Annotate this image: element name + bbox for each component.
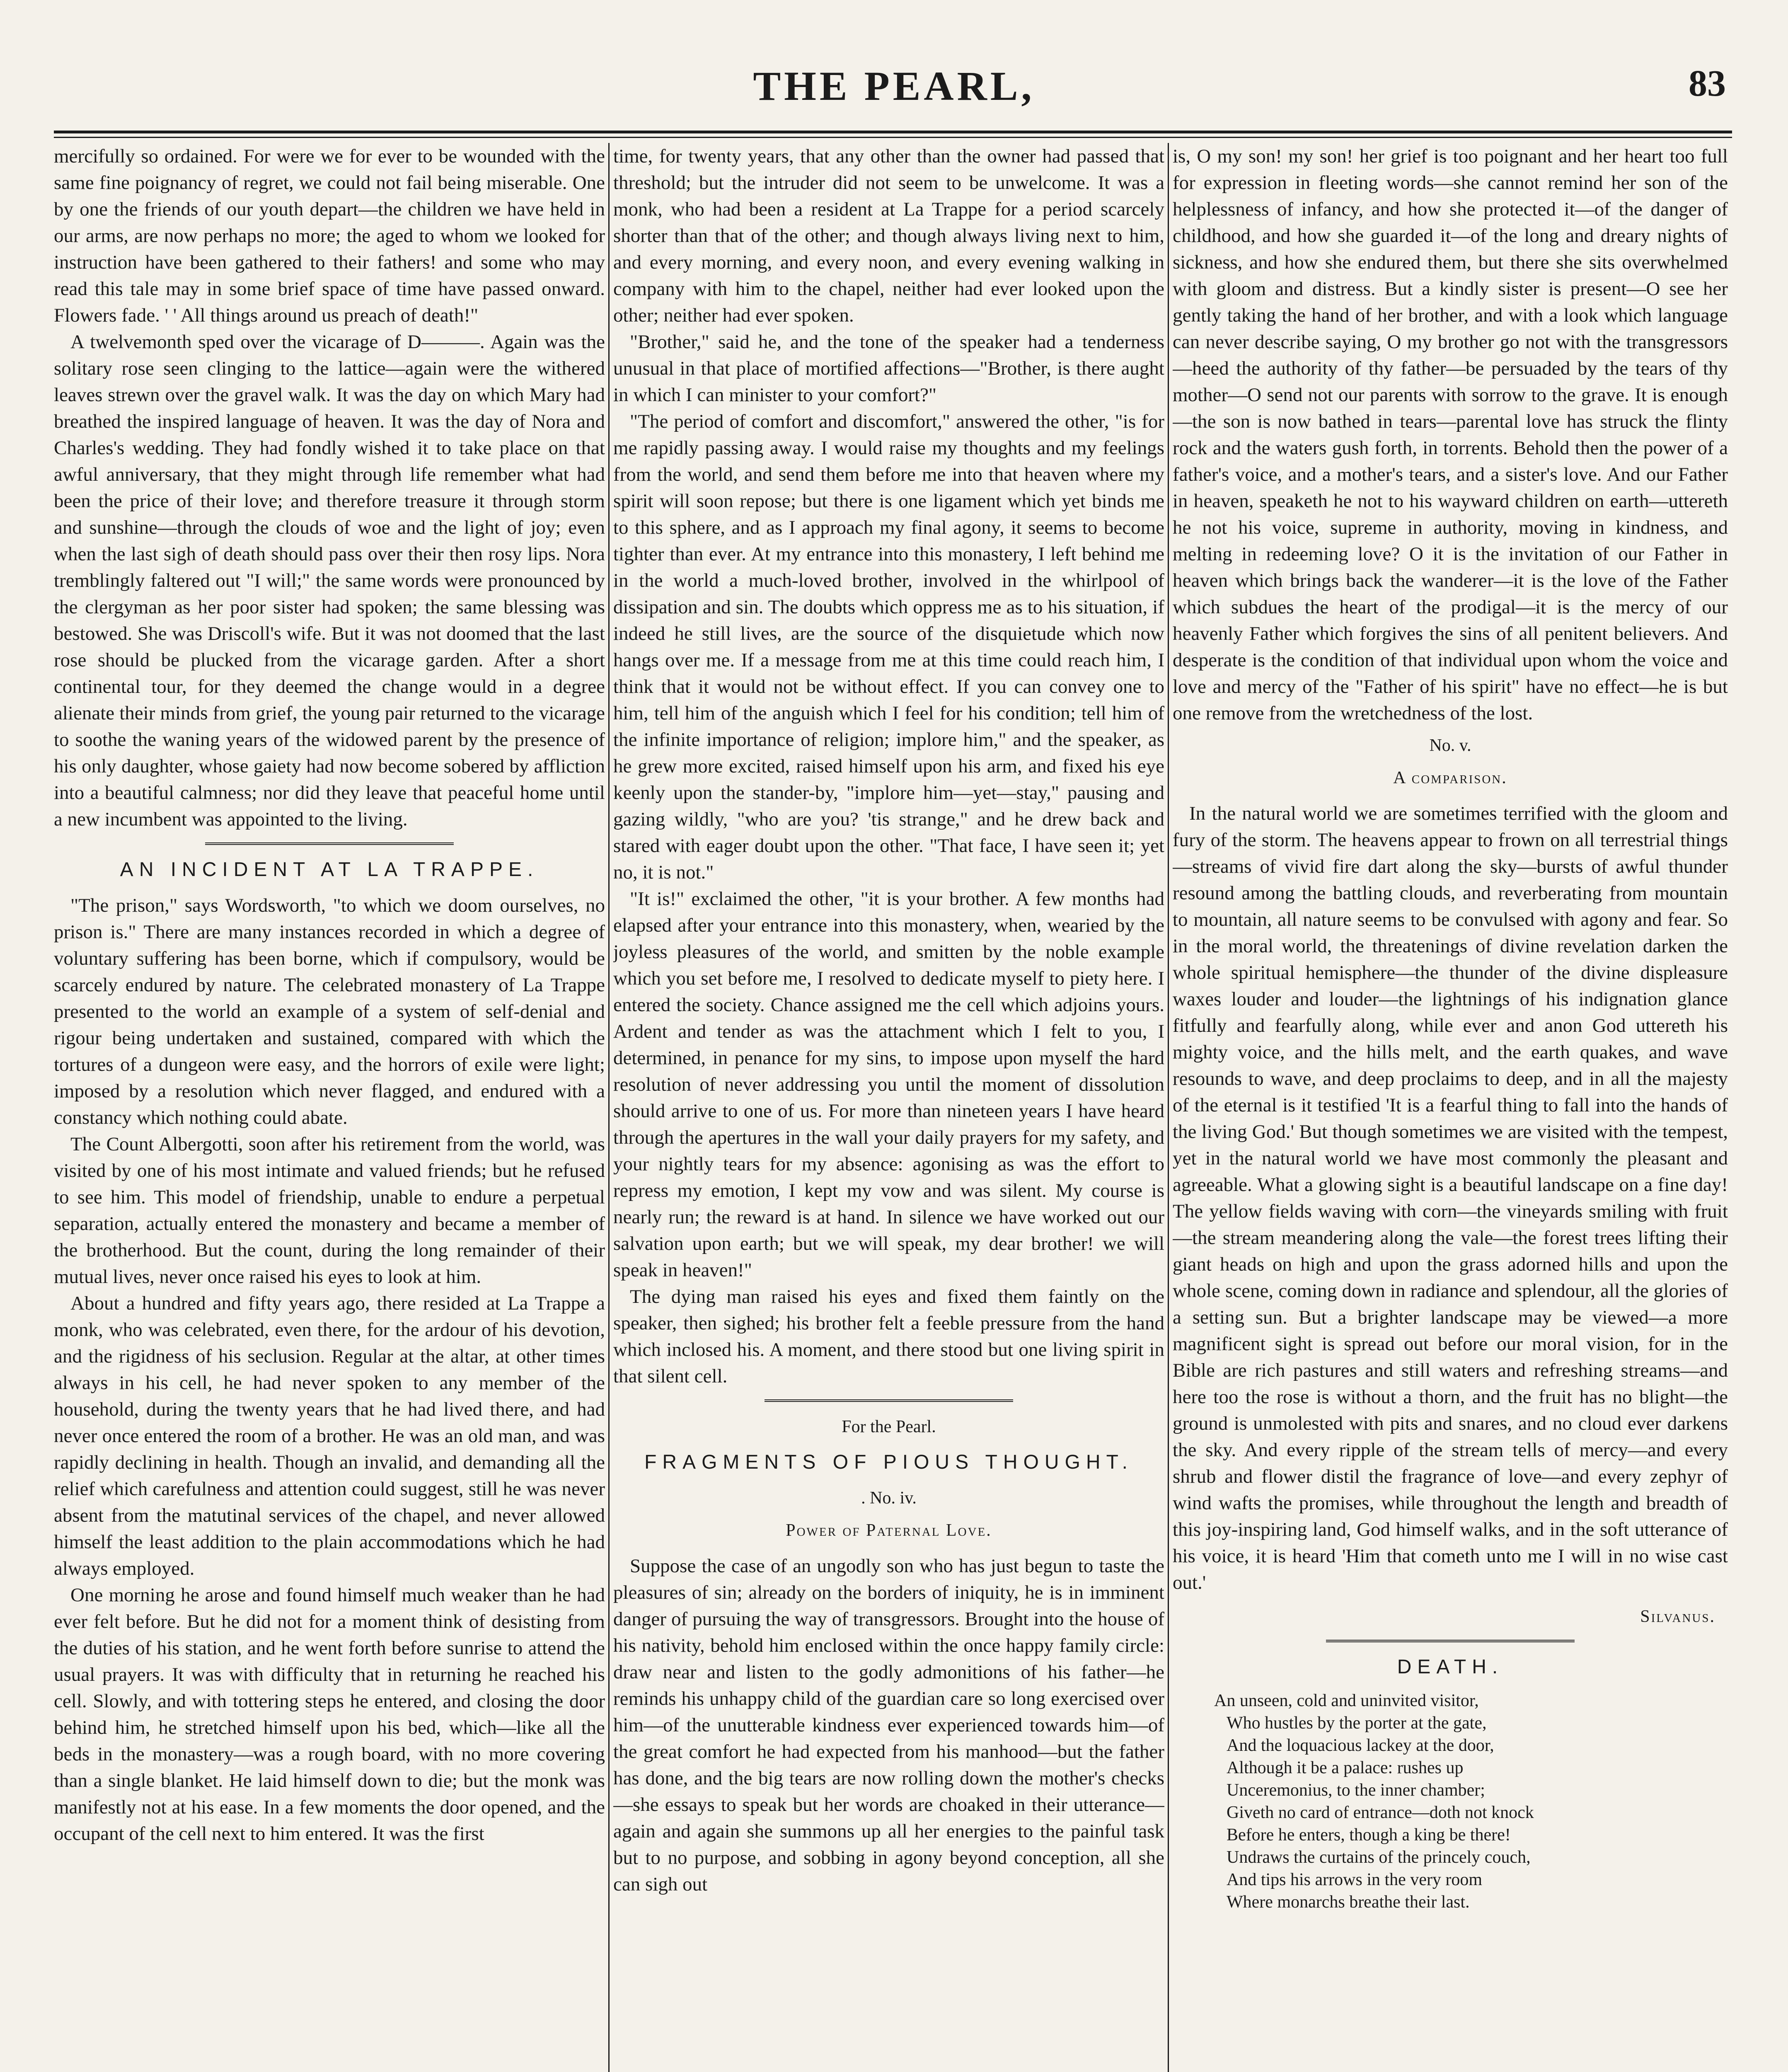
author-signature: Silvanus.: [1640, 1607, 1715, 1626]
fragment-subheading: Power of Paternal Love.: [786, 1521, 992, 1540]
poem-line: Undraws the curtains of the princely couch,: [1227, 1848, 1531, 1867]
paragraph: The dying man raised his eyes and fixed them faintly on the speaker, then sighed; his brother felt a feeble pressure from the hand which inclosed his. A moment, and there stood but one living spirit in that silent cell.: [613, 1286, 1164, 1387]
paragraph: time, for twenty years, that any other than the owner had passed that threshold; but the intruder did not seem to be unwelcome. It was a monk, who had been a resident at La Trappe for a period scarcely shorter than that of the other; and though always living next to him, and every morning, and every noon, and every evening walking in company with him to the chapel, neither had ever looked upon the other; neither had ever spoken.: [613, 145, 1164, 326]
paragraph: In the natural world we are sometimes terrified with the gloom and fury of the storm. The heavens appear to frown on all terrestrial things—streams of vivid fire dart along the sky—bursts of awful thunder resound among the battling clouds, and reverberating from mountain to mountain, all nature seems to be convulsed with agony and fear. So in the moral world, the threatenings of divine revelation darken the whole spiritual hemisphere—the thunder of the divine displeasure waxes louder and louder—the lightnings of his indignation glance fitfully and fearfully along, while ever and anon God uttereth his mighty voice, and the hills melt, and the earth quakes, and wave resounds to wave, and deep proclaims to deep, and in all the majesty of the eternal is it testified 'It is a fearful thing to fall into the hands of the living God.' But though sometimes we are visited with the tempest, yet in the natural world we have most commonly the pleasant and agreeable. What a glowing sight is a beautiful landscape on a fine day! The yellow fields waving with corn—the vineyards smiling with fruit—the stream meandering along the vale—the forest trees lifting their giant heads on high and upon the grass adorned hills and upon the whole scene, coming down in radiance and splendour, all the glories of a setting sun. But a brighter landscape may be viewed—a more magnificent sight is spread out before our moral vision, for in the Bible are rich pastures and still waters and refreshing streams—and here too the rose is without a thorn, and the fruit has no blight—the ground is unmolested with pits and snares, and no cloud ever darkens the sky. And every ripple of the stream tells of mercy—and every shrub and flower distil the fragrance of love—and every zephyr of wind wafts the promises, while throughout the length and breadth of this joy-inspiring land, God himself walks, and in the soft utterance of his voice, it is heard 'Him that cometh unto me I will in no wise cast out.': [1173, 803, 1728, 1593]
fragment-subheading: A comparison.: [1393, 768, 1507, 787]
masthead-rule-thin: [54, 137, 1732, 138]
column-divider: [608, 143, 610, 2072]
section-divider: [765, 1399, 1013, 1404]
column-divider: [1168, 143, 1169, 2072]
column-1: [54, 143, 605, 2072]
paragraph: "It is!" exclaimed the other, "it is your brother. A few months had elapsed after your entrance into this monastery, when, wearied by the joyless pleasures of the world, and smitten by the noble example which you set before me, I resolved to dedicate myself to piety here. I entered the society. Chance assigned me the cell which adjoins yours. Ardent and tender as was the attachment which I felt to you, I determined, in penance for my sins, to impose upon myself the hard resolution of never addressing you until the moment of dissolution should arrive to one of us. For more than nineteen years I have heard through the apertures in the wall your daily prayers for my safety, and your nightly tears for my absence: agonising as was the effort to repress my emotion, I kept my vow and was silent. My course is nearly run; the reward is at hand. In silence we have worked out our salvation upon earth; but we will speak, my dear brother! we will speak in heaven!": [613, 888, 1164, 1281]
section-divider: [1326, 1640, 1575, 1644]
fragment-number: . No. iv.: [861, 1489, 917, 1508]
masthead-rule: [54, 131, 1732, 133]
paragraph: About a hundred and fifty years ago, there resided at La Trappe a monk, who was celebrated, even there, for the ardour of his devotion, and the rigidness of his seclusion. Regular at the altar, at other times always in his cell, he had never spoken to any member of the household, during the twenty years that he had lived there, and had never once entered the room of a brother. He was an old man, and was rapidly declining in health. Though an invalid, and demanding all the relief which carefulness and attention could suggest, still he was never absent from the matutinal services of the chapel, and never allowed himself the least addition to the plain accommodations which he had always employed.: [54, 1293, 605, 1579]
poem-title: DEATH.: [1397, 1656, 1504, 1678]
poem-line: And the loquacious lackey at the door,: [1227, 1736, 1494, 1755]
paragraph: "The prison," says Wordsworth, "to which we doom ourselves, no prison is." There are many instances recorded in which a degree of voluntary suffering has been borne, which if compulsory, would be scarcely endured by nature. The celebrated monastery of La Trappe presented to the world an example of a system of self-denial and rigour being undertaken and sustained, compared with which the tortures of a dungeon were easy, and the horrors of exile were light; imposed by a resolution which never flagged, and endured with a constancy which nothing could abate.: [54, 895, 605, 1128]
paragraph: is, O my son! my son! her grief is too poignant and her heart too full for expression in fleeting words—she cannot remind her son of the helplessness of infancy, and how she protected it—of the danger of childhood, and how she guarded it—of the long and dreary nights of sickness, and how she endured them, but there she sits overwhelmed with gloom and distress. But a kindly sister is present—O see her gently taking the hand of her brother, and with a look which language can never describe saying, O my brother go not with the transgressors—heed the authority of thy father—be persuaded by the tears of thy mother—O send not our parents with sorrow to the grave. It is enough—the son is now bathed in tears—parental love has struck the flinty rock and the waters gush forth, in torrents. Behold then the power of a father's voice, and a mother's tears, and a sister's love. And our Father in heaven, speaketh he not to his wayward children on earth—uttereth he not his voice, supreme in authority, moving in kindness, and melting in redeeming love? O it is the invitation of our Father in heaven which brings back the wanderer—it is the love of the Father which subdues the heart of the prodigal—it is the mercy of our heavenly Father which forgives the sins of all penitent believers. And desperate is the condition of that individual upon whom the voice and love and mercy of the "Father of his spirit" have no effect—he is but one remove from the wretchedness of the lost.: [1173, 145, 1728, 724]
paragraph: "The period of comfort and discomfort," answered the other, "is for me rapidly passing away. I would raise my thoughts and my feelings from the world, and send them before me into that heaven where my spirit will soon repose; but there is one ligament which yet binds me to this sphere, and as I approach my final agony, it seems to become tighter than ever. At my entrance into this monastery, I left behind me in the world a much-loved brother, involved in the whirlpool of dissipation and sin. The doubts which oppress me as to his situation, if indeed he still lives, are the source of the disquietude which now hangs over me. If a message from me at this time could reach him, I think that it would not be without effect. If you can convey one to him, tell him of the anguish which I feel for his condition; tell him of the infinite importance of religion; implore him," and the speaker, as he grew more excited, raised himself upon his arm, and fixed his eye keenly upon the stander-by, "implore him—yet—stay," pausing and gazing wildly, "who are you? 'tis strange," and he drew back and stared with eager doubt upon the other. "That face, I have seen it; yet no, it is not.": [613, 411, 1164, 883]
poem-line: Unceremonius, to the inner chamber;: [1227, 1781, 1485, 1800]
byline: For the Pearl.: [842, 1417, 936, 1436]
column-3: [1173, 143, 1728, 2072]
article-heading: FRAGMENTS OF PIOUS THOUGHT.: [644, 1451, 1133, 1473]
paragraph: The Count Albergotti, soon after his retirement from the world, was visited by one of his most intimate and valued friends; but he refused to see him. This model of friendship, unable to endure a perpetual separation, actually entered the monastery and became a member of the brotherhood. But the count, during the long remainder of their mutual lives, never once raised his eyes to look at him.: [54, 1133, 605, 1288]
section-divider: [205, 842, 454, 847]
fragment-number: No. v.: [1429, 736, 1471, 755]
poem-line: Giveth no card of entrance—doth not knock: [1227, 1803, 1534, 1822]
poem-line: Where monarchs breathe their last.: [1227, 1893, 1470, 1912]
poem: [1214, 1690, 1728, 1913]
paragraph: A twelvemonth sped over the vicarage of D———. Again was the solitary rose seen clinging to the lattice—again were the withered leaves strewn over the gravel walk. It was the day on which Mary had breathed the inspired language of heaven. It was the day of Nora and Charles's wedding. They had fondly wished it to take place on that awful anniversary, that they might through life remember what had been the price of their love; and therefore treasure it through storm and sunshine—through the clouds of woe and the light of joy; even when the last sigh of death should pass over their then rosy lips. Nora tremblingly faltered out "I will;" the same words were pronounced by the clergyman as her poor sister had spoken; the same blessing was bestowed. She was Driscoll's wife. But it was not doomed that the last rose should be plucked from the vicarage garden. After a short continental tour, for they deemed the change would in a degree alienate their minds from grief, the young pair returned to the vicarage to soothe the waning years of the widowed parent by the presence of his only daughter, whose gaiety had now become sobered by affliction into a beautiful calmness; nor did they leave that peaceful home until a new incumbent was appointed to the living.: [54, 331, 605, 830]
masthead: [0, 62, 1788, 128]
paragraph: One morning he arose and found himself much weaker than he had ever felt before. But he did not for a moment think of desisting from the duties of his station, and he went forth before sunrise to attend the usual prayers. It was with difficulty that in returning he reached his cell. Slowly, and with tottering steps he entered, and closing the door behind him, he stretched himself upon his bed, which—like all the beds in the monastery—was a rough board, with no more covering than a single blanket. He laid himself down to die; but the monk was manifestly not at his ease. In a few moments the door opened, and the occupant of the cell next to him entered. It was the first: [54, 1584, 605, 1844]
poem-line: Although it be a palace: rushes up: [1227, 1758, 1464, 1777]
poem-line: Who hustles by the porter at the gate,: [1227, 1714, 1487, 1733]
poem-line: Before he enters, though a king be there!: [1227, 1825, 1511, 1844]
masthead-title: THE PEARL,: [753, 63, 1035, 109]
paragraph: mercifully so ordained. For were we for ever to be wounded with the same fine poignancy of regret, we could not fail being miserable. One by one the friends of our youth depart—the children we have held in our arms, are now perhaps no more; the aged to whom we looked for instruction have been gathered to their fathers! and some who may read this tale may in some brief space of time have passed onward. Flowers fade. ' ' All things around us preach of death!": [54, 145, 605, 326]
paragraph: Suppose the case of an ungodly son who has just begun to taste the pleasures of sin; already on the borders of iniquity, he is in imminent danger of pursuing the way of transgressors. Brought into the house of his nativity, behold him enclosed within the once happy family circle: draw near and listen to the godly admonitions of his father—he reminds his unhappy child of the guardian care so long exercised over him—of the unutterable kindness ever experienced towards him—of the great comfort he had expected from his manhood—but the father has done, and the big tears are now rolling down the mother's checks—she essays to speak but her words are choaked in their utterance—again and again she summons up all her energies to the painful task but to no purpose, and sobbing in agony beyond conception, all she can sigh out: [613, 1555, 1164, 1895]
poem-line: And tips his arrows in the very room: [1227, 1870, 1483, 1889]
poem-line: An unseen, cold and uninvited visitor,: [1214, 1691, 1479, 1710]
article-heading: AN INCIDENT AT LA TRAPPE.: [120, 859, 539, 881]
page-number: 83: [1689, 63, 1726, 104]
paragraph: "Brother," said he, and the tone of the speaker had a tenderness unusual in that place of mortified affections—"Brother, is there aught in which I can minister to your comfort?": [613, 331, 1164, 406]
column-2: [613, 143, 1164, 2072]
